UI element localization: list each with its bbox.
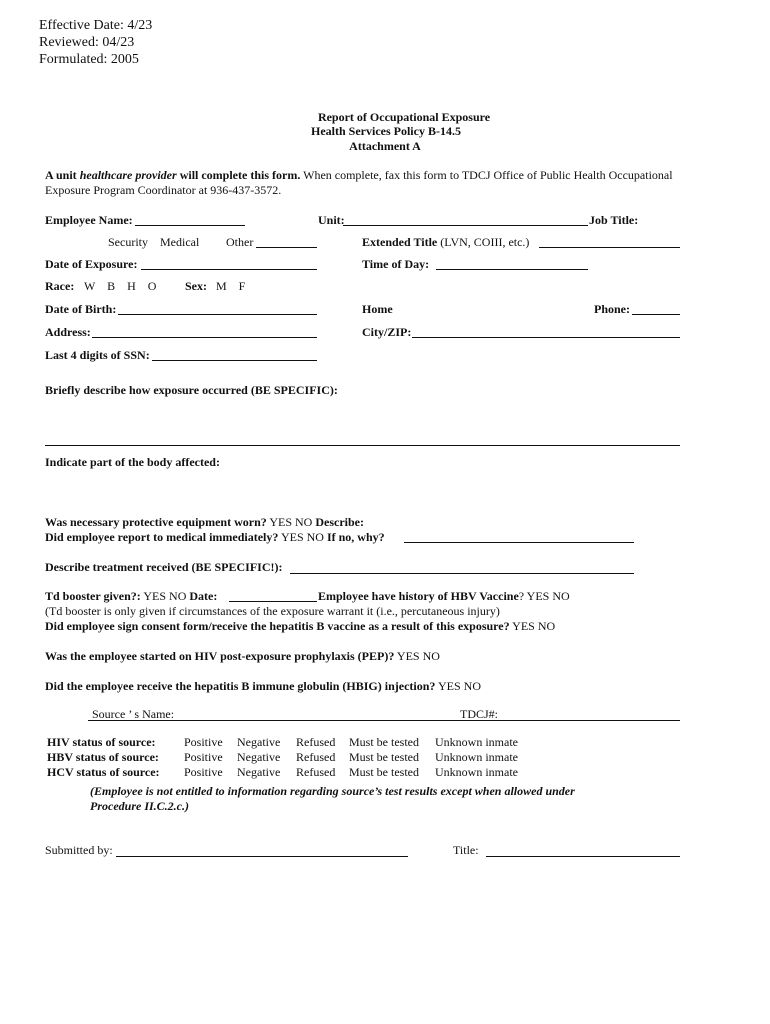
intro-line-1 xyxy=(45,168,673,183)
source-status-option[interactable]: Negative xyxy=(237,735,281,749)
policy-title: Health Services Policy B-14.5 xyxy=(311,124,461,138)
pep-options[interactable]: YES NO xyxy=(394,649,440,663)
race-label: Race: xyxy=(45,279,75,293)
td-note: (Td booster is only given if circumstances of the exposure warrant it (i.e., percutaneous injury) xyxy=(45,604,500,618)
source-name-label: Source ’ s Name: xyxy=(92,707,175,721)
sex-label: Sex: xyxy=(185,279,207,293)
cityzip-label: City/ZIP: xyxy=(362,325,412,339)
dob-field[interactable] xyxy=(118,314,317,315)
phone-label: Phone: xyxy=(594,302,630,316)
date-of-exposure-label: Date of Exposure: xyxy=(45,257,138,271)
unit-field[interactable] xyxy=(343,225,588,226)
option-security[interactable]: Security xyxy=(108,235,148,249)
submitted-by-field[interactable] xyxy=(116,856,408,857)
source-status-option[interactable]: Refused xyxy=(296,750,336,764)
unit-label: Unit: xyxy=(318,213,345,227)
hbv-options[interactable]: ? YES NO xyxy=(518,589,570,603)
source-status-label: HBV status of source: xyxy=(47,750,159,764)
source-note-line-1: (Employee is not entitled to information regarding source’s test results except when allowed under xyxy=(90,784,575,798)
intro-text-b: healthcare provider xyxy=(79,168,177,182)
td-text: Td booster given?: xyxy=(45,589,141,603)
tdcj-label: TDCJ#: xyxy=(460,707,499,721)
pep-question xyxy=(45,649,440,664)
pep-text: Was the employee started on HIV post-exposure prophylaxis (PEP)? xyxy=(45,649,395,663)
ssn-field[interactable] xyxy=(152,360,317,361)
source-status-option[interactable]: Must be tested xyxy=(349,750,419,764)
sex-options[interactable]: M F xyxy=(216,279,246,293)
treatment-label: Describe treatment received (BE SPECIFIC!): xyxy=(45,560,283,574)
option-medical[interactable]: Medical xyxy=(160,235,200,249)
ppe-describe: Describe: xyxy=(315,515,364,529)
attachment-title: Attachment A xyxy=(349,139,421,153)
body-part-label: Indicate part of the body affected: xyxy=(45,455,220,469)
cityzip-field[interactable] xyxy=(412,337,680,338)
td-options[interactable]: YES NO xyxy=(140,589,190,603)
source-status-option[interactable]: Positive xyxy=(184,735,223,749)
job-title-label: Job Title: xyxy=(589,213,639,227)
option-other[interactable]: Other xyxy=(226,235,254,249)
hbig-options[interactable]: YES NO xyxy=(435,679,481,693)
intro-text-c: will complete this form. xyxy=(176,168,301,182)
source-status-option[interactable]: Refused xyxy=(296,735,336,749)
describe-exposure-field[interactable] xyxy=(45,445,680,446)
time-of-day-field[interactable] xyxy=(436,269,588,270)
employee-name-label: Employee Name: xyxy=(45,213,133,227)
intro-text-d: When complete, fax this form to TDCJ Office of Public Health Occupational xyxy=(300,168,673,182)
reviewed-date: Reviewed: 04/23 xyxy=(39,35,135,50)
report-why-field[interactable] xyxy=(404,542,634,543)
source-status-option[interactable]: Negative xyxy=(237,765,281,779)
source-status-option[interactable]: Must be tested xyxy=(349,765,419,779)
consent-question xyxy=(45,619,555,634)
hbv-text: Employee have history of HBV Vaccine xyxy=(318,589,519,603)
intro-text-a: A unit xyxy=(45,168,80,182)
time-of-day-label: Time of Day: xyxy=(362,257,430,271)
extended-title-label xyxy=(362,235,529,250)
other-field[interactable] xyxy=(256,247,317,248)
td-date-label: Date: xyxy=(189,589,218,603)
extended-title-text: Extended Title xyxy=(362,235,438,249)
treatment-field[interactable] xyxy=(290,573,634,574)
intro-line-2: Exposure Program Coordinator at 936-437-3572. xyxy=(45,183,282,197)
source-name-field[interactable] xyxy=(88,720,680,721)
source-status-option[interactable]: Negative xyxy=(237,750,281,764)
hbig-text: Did the employee receive the hepatitis B immune globulin (HBIG) injection? xyxy=(45,679,436,693)
ppe-options[interactable]: YES NO xyxy=(266,515,316,529)
home-label: Home xyxy=(362,302,393,316)
date-of-exposure-field[interactable] xyxy=(141,269,317,270)
source-status-option[interactable]: Refused xyxy=(296,765,336,779)
describe-exposure-label: Briefly describe how exposure occurred (BE SPECIFIC): xyxy=(45,383,338,397)
source-status-option[interactable]: Unknown inmate xyxy=(435,750,518,764)
source-status-option[interactable]: Positive xyxy=(184,765,223,779)
source-status-option[interactable]: Unknown inmate xyxy=(435,735,518,749)
footer-title-field[interactable] xyxy=(486,856,680,857)
source-status-label: HCV status of source: xyxy=(47,765,160,779)
dob-label: Date of Birth: xyxy=(45,302,117,316)
race-options[interactable]: W B H O xyxy=(84,279,157,293)
extended-title-field[interactable] xyxy=(539,247,680,248)
footer-title-label: Title: xyxy=(453,843,479,857)
formulated-date: Formulated: 2005 xyxy=(39,52,139,67)
employee-name-field[interactable] xyxy=(135,225,245,226)
consent-options[interactable]: YES NO xyxy=(509,619,556,633)
effective-date: Effective Date: 4/23 xyxy=(39,18,153,33)
report-question xyxy=(45,530,385,545)
source-status-option[interactable]: Unknown inmate xyxy=(435,765,518,779)
address-field[interactable] xyxy=(92,337,317,338)
report-why: If no, why? xyxy=(326,530,385,544)
phone-field[interactable] xyxy=(632,314,680,315)
ssn-label: Last 4 digits of SSN: xyxy=(45,348,150,362)
report-text: Did employee report to medical immediately? xyxy=(45,530,279,544)
address-label: Address: xyxy=(45,325,91,339)
report-options[interactable]: YES NO xyxy=(278,530,327,544)
source-status-option[interactable]: Positive xyxy=(184,750,223,764)
source-status-option[interactable]: Must be tested xyxy=(349,735,419,749)
submitted-by-label: Submitted by: xyxy=(45,843,113,857)
td-date-field[interactable] xyxy=(229,601,317,602)
consent-text: Did employee sign consent form/receive the hepatitis B vaccine as a result of this exposure? xyxy=(45,619,510,633)
extended-title-hint: (LVN, COIII, etc.) xyxy=(437,235,530,249)
source-note-line-2: Procedure II.C.2.c.) xyxy=(90,799,189,813)
hbv-history xyxy=(318,589,570,604)
source-status-label: HIV status of source: xyxy=(47,735,156,749)
ppe-text: Was necessary protective equipment worn? xyxy=(45,515,267,529)
form-title: Report of Occupational Exposure xyxy=(317,110,491,124)
hbig-question xyxy=(45,679,481,694)
ppe-question xyxy=(45,515,364,530)
td-question xyxy=(45,589,217,604)
